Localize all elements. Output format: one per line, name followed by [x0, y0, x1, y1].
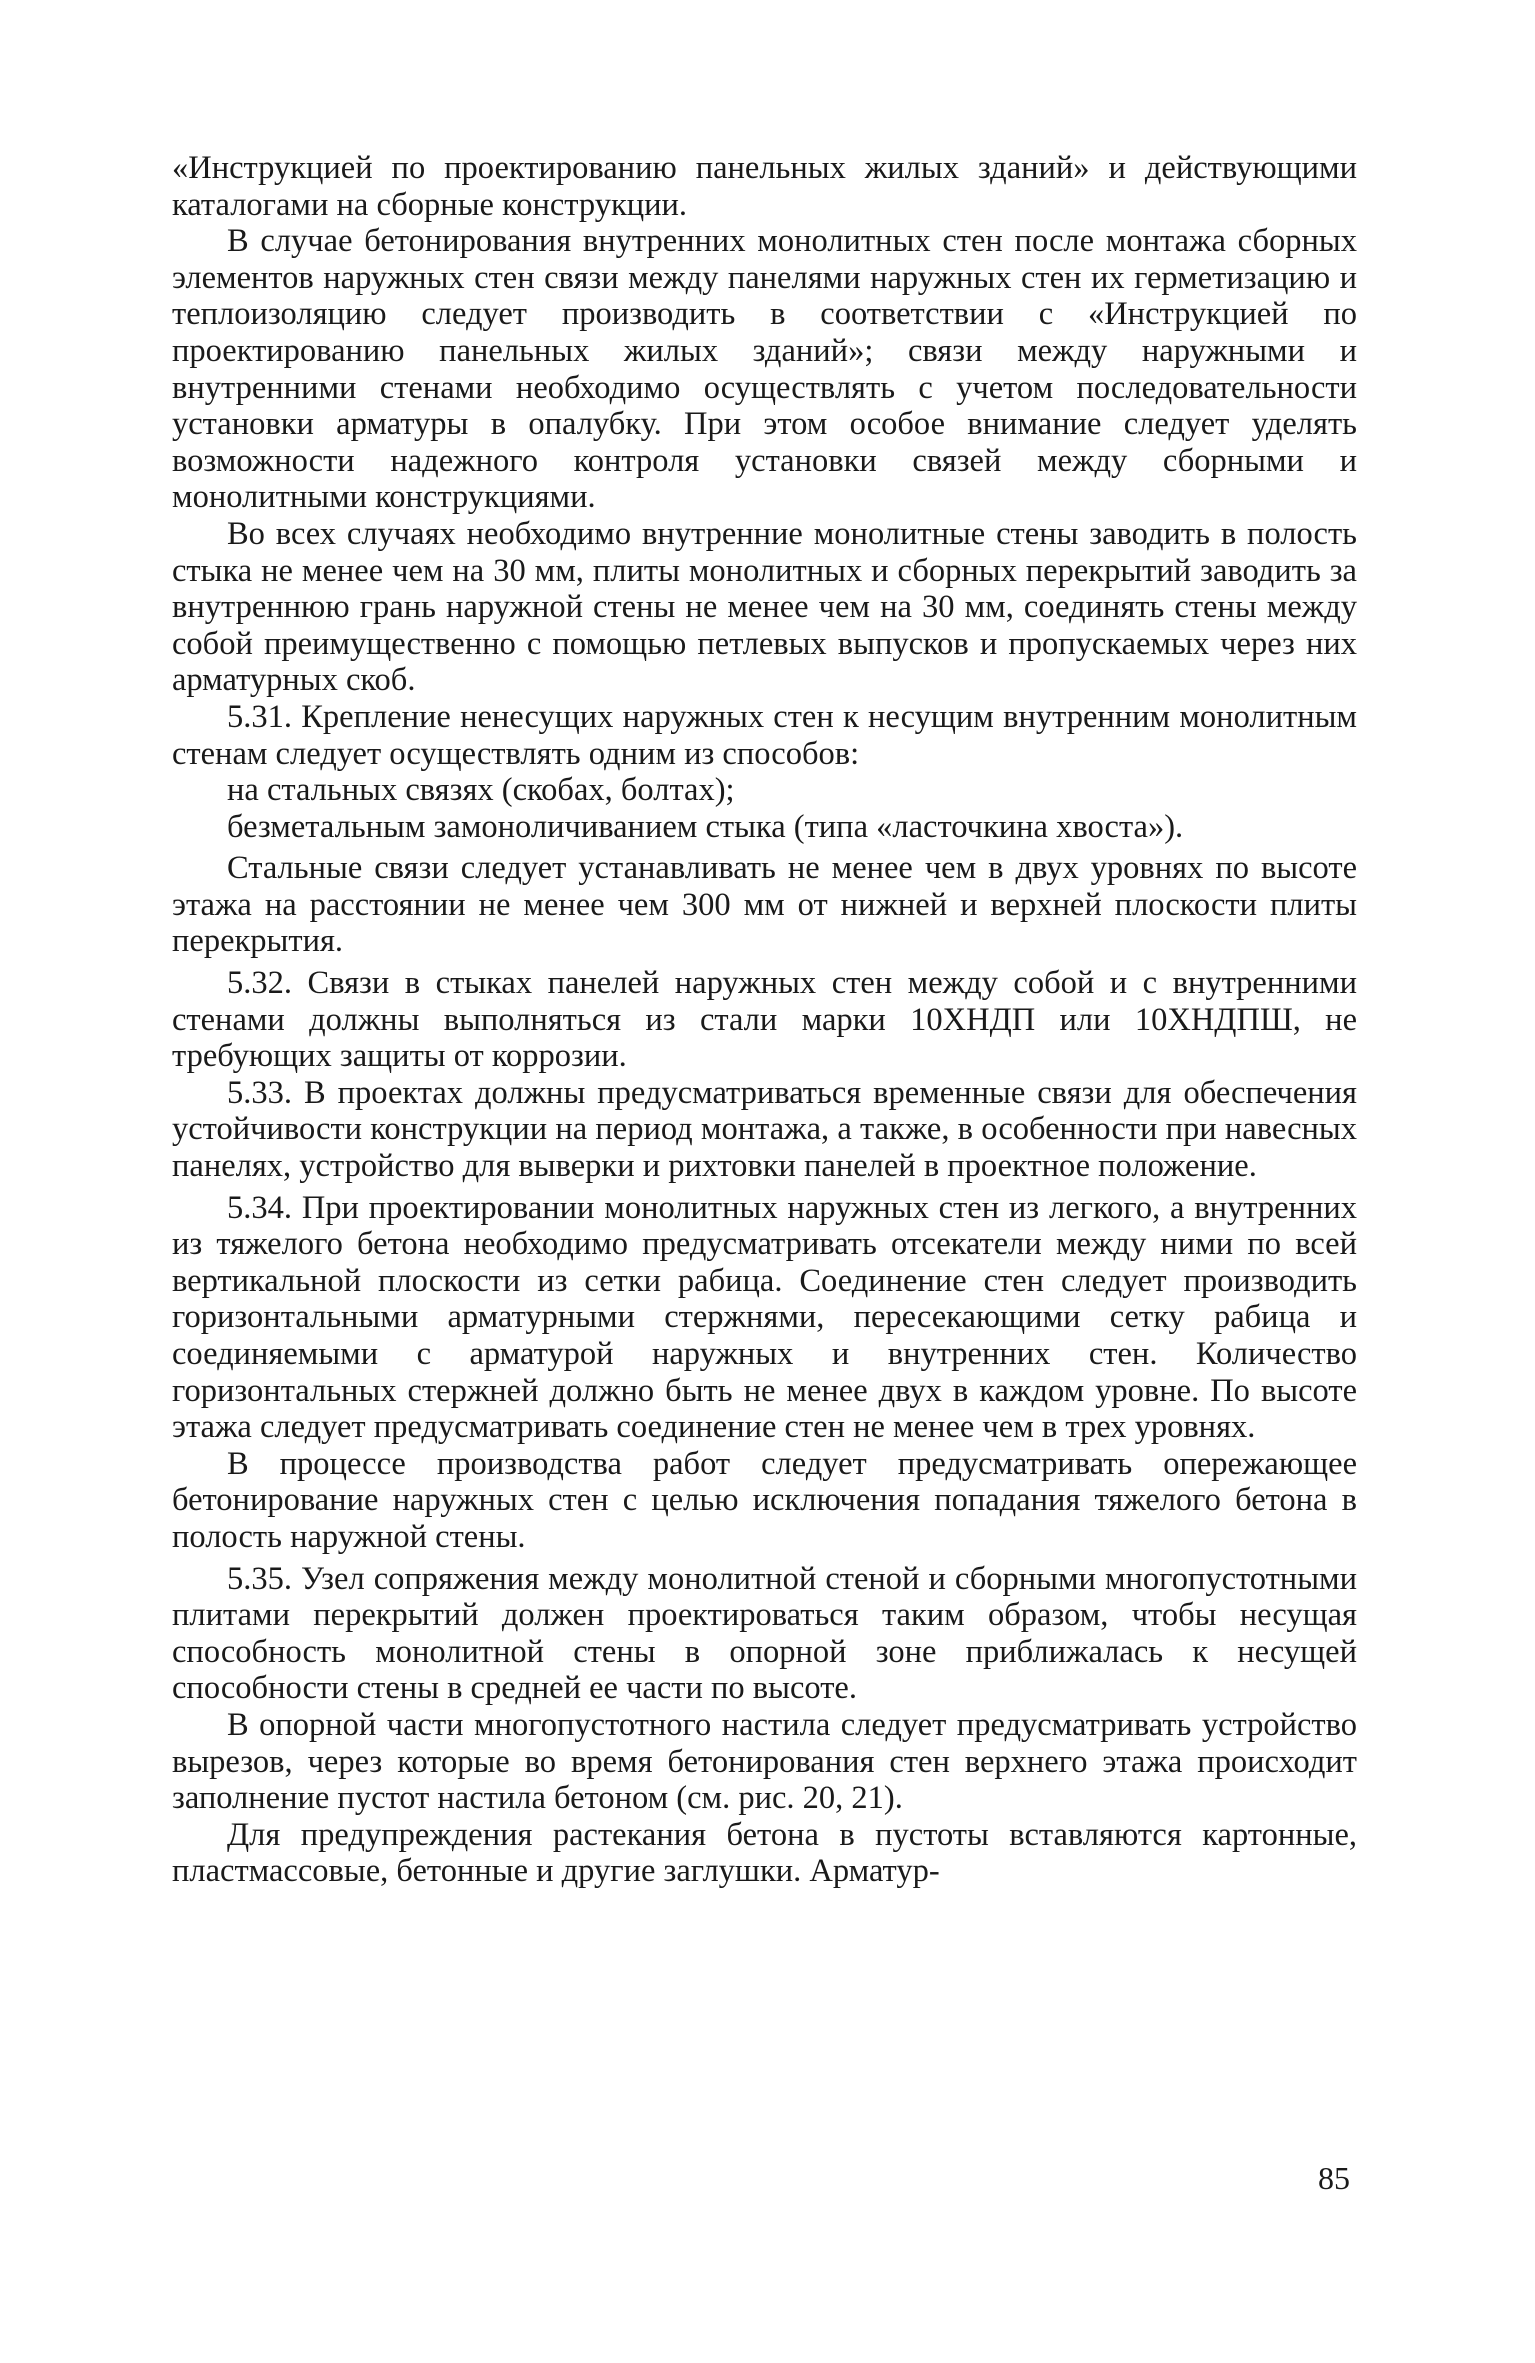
paragraph-5-33: 5.33. В проектах должны предусматриваться временные связи для обеспечения устойчивости конструкции на период монтажа, а также, в особенности при навесных панелях, устройство для выверки и рихтовки панелей в проектное положение. — [172, 1074, 1357, 1185]
paragraph-5-32: 5.32. Связи в стыках панелей наружных стен между собой и с внутренними стенами должны выполняться из стали марки 10ХНДП или 10ХНДПШ, не требующих защиты от коррозии. — [172, 965, 1357, 1075]
paragraph-metal-free: безметальным замоноличиванием стыка (типа «ласточкина хвоста»). — [227, 808, 1184, 845]
page-number: 85 — [1318, 2160, 1350, 2196]
paragraph-5-34: 5.34. При проектировании монолитных наружных стен из легкого, а внутренних из тяжелого бетона необходимо предусматривать отсекатели между ними по всей вертикальной плоскости из сетки рабица. Соединение стен следует производить горизонтальными арматурными стержнями, пересекающими сетку рабица и соединяемыми с арматурой наружных и внутренних стен. Количество горизонтальных стержней должно быть не менее двух в каждом уровне. По высоте этажа следует предусматривать соединение стен не менее чем в трех уровнях. — [172, 1189, 1357, 1446]
paragraph-steel-links: на стальных связях (скобах, болтах); — [227, 772, 735, 809]
document-page — [172, 150, 1357, 1890]
paragraph-monolithic-walls: В случае бетонирования внутренних монолитных стен после монтажа сборных элементов наружных стен связи между панелями наружных стен их герметизацию и теплоизоляцию следует производить в соответствии с «Инструкцией по проектированию панельных жилых зданий»; связи между наружными и внутренними стенами необходимо осуществлять с учетом последовательности установки арматуры в опалубку. При этом особое внимание следует уделять возможности надежного контроля установки связей между сборными и монолитными конструкциями. — [172, 223, 1357, 516]
paragraph-process: В процессе производства работ следует предусматривать опережающее бетонирование наружных стен с целью исключения попадания тяжелого бетона в полость наружной стены. — [172, 1445, 1357, 1555]
paragraph-5-31: 5.31. Крепление ненесущих наружных стен к несущим внутренним монолитным стенам следует осуществлять одним из способов: — [172, 698, 1357, 772]
paragraph-all-cases: Во всех случаях необходимо внутренние монолитные стены заводить в полость стыка не менее чем на 30 мм, плиты монолитных и сборных перекрытий заводить за внутреннюю грань наружной стены не менее чем на 30 мм, соединять стены между собой преимущественно с помощью петлевых выпусков и пропускаемых через них арматурных скоб. — [172, 515, 1357, 699]
paragraph-intro: «Инструкцией по проектированию панельных жилых зданий» и действующими каталогами на сборные конструкции. — [172, 150, 1357, 223]
paragraph-plugs: Для предупреждения растекания бетона в пустоты вставляются картонные, пластмассовые, бетонные и другие заглушки. Арматур- — [172, 1816, 1357, 1890]
paragraph-support-part: В опорной части многопустотного настила следует предусматривать устройство вырезов, через которые во время бетонирования стен верхнего этажа происходит заполнение пустот настила бетоном (см. рис. 20, 21). — [172, 1706, 1357, 1817]
paragraph-5-35: 5.35. Узел сопряжения между монолитной стеной и сборными многопустотными плитами перекрытий должен проектироваться таким образом, чтобы несущая способность монолитной стены в опорной зоне приближалась к несущей способности стены в средней ее части по высоте. — [172, 1560, 1357, 1707]
paragraph-steel-levels: Стальные связи следует устанавливать не менее чем в двух уровнях по высоте этажа на расстоянии не менее чем 300 мм от нижней и верхней плоскости плиты перекрытия. — [172, 850, 1357, 960]
